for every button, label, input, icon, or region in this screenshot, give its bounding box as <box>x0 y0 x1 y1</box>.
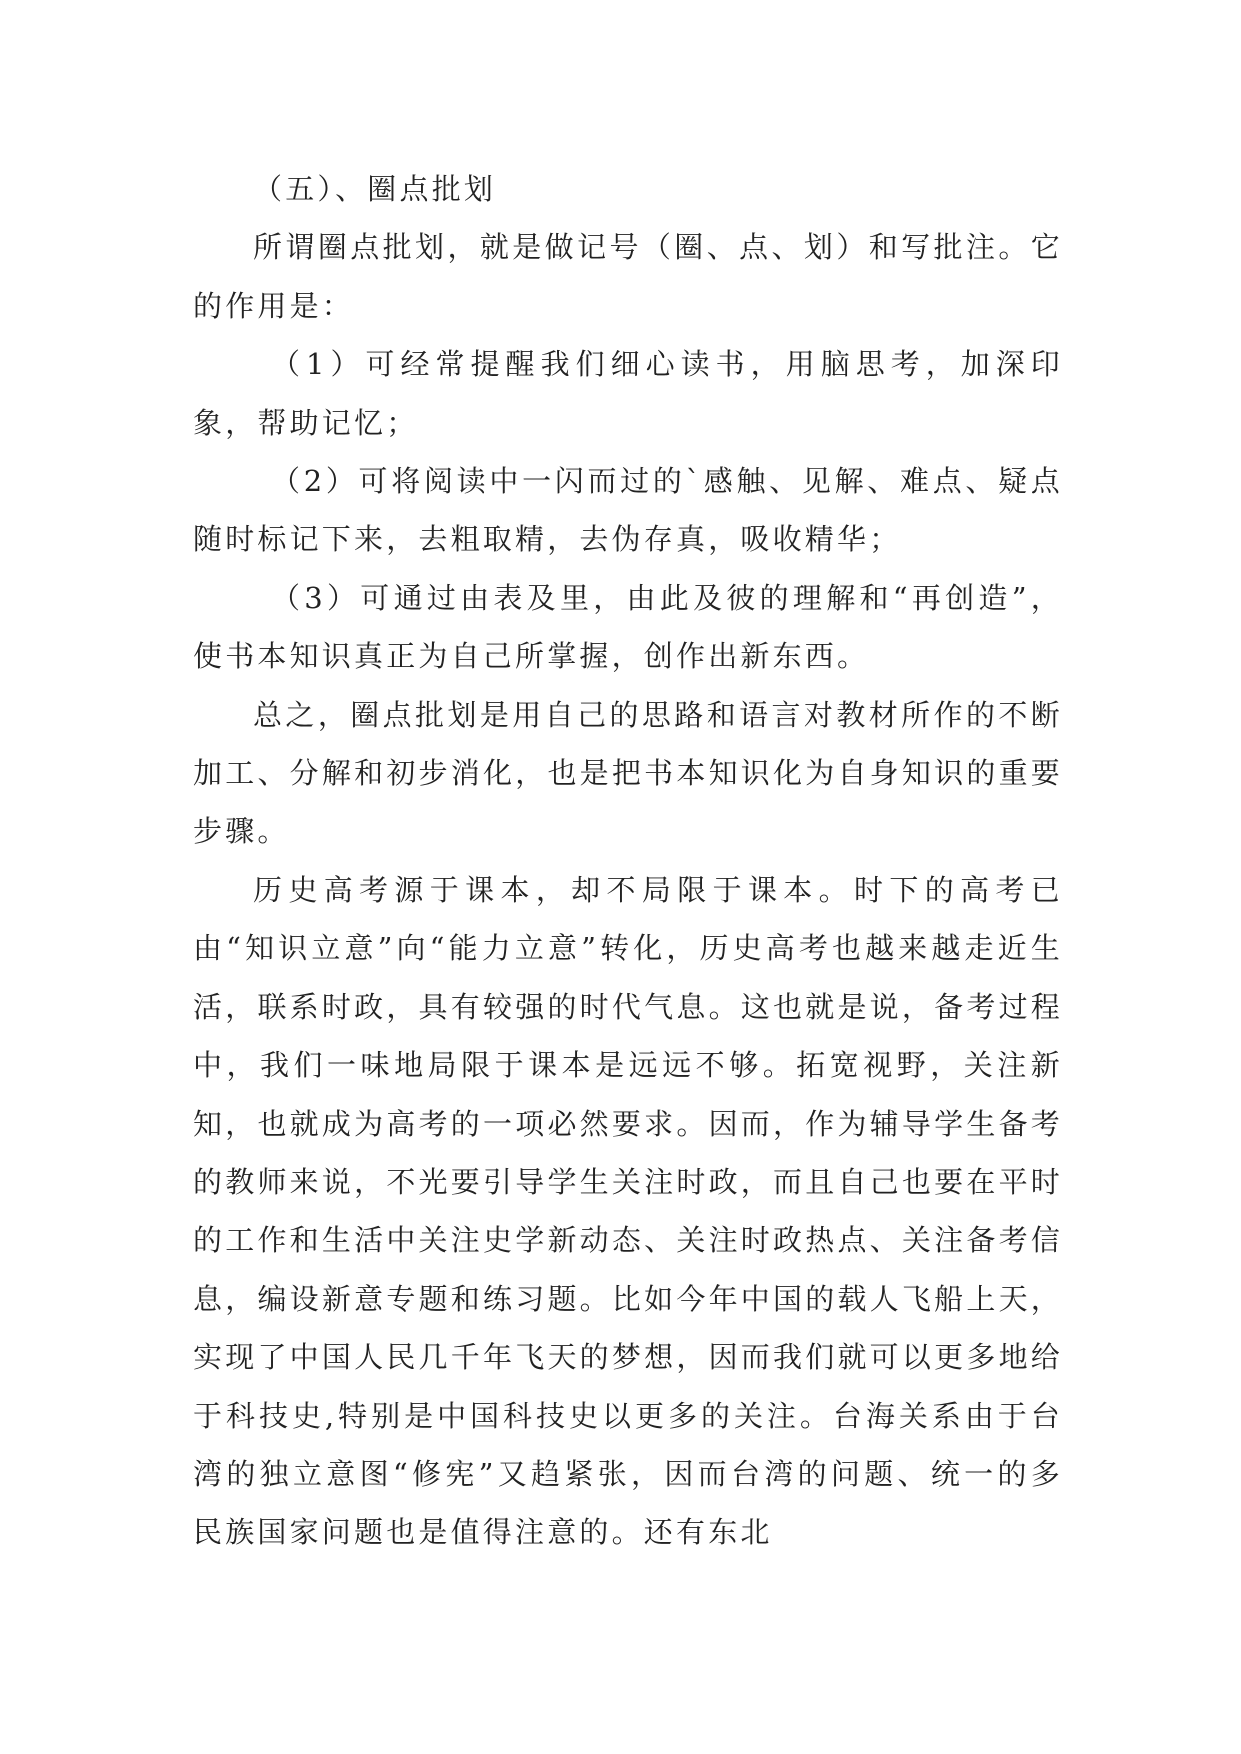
document-body <box>193 160 1063 1562</box>
paragraph-intro: 所谓圈点批划，就是做记号（圈、点、划）和写批注。它的作用是： <box>193 230 1063 323</box>
section-heading: （五）、圈点批划 <box>253 172 497 206</box>
paragraph-exam: 历史高考源于课本，却不局限于课本。时下的高考已由“知识立意”向“能力立意”转化，历史高考也越来越走近生活，联系时政，具有较强的时代气息。这也就是说，备考过程中，我们一味地局限于课本是远远不够。拓宽视野，关注新知，也就成为高考的一项必然要求。因而，作为辅导学生备考的教师来说，不光要引导学生关注时政，而且自己也要在平时的工作和生活中关注史学新动态、关注时政热点、关注备考信息，编设新意专题和练习题。比如今年中国的载人飞船上天，实现了中国人民几千年飞天的梦想，因而我们就可以更多地给于科技史,特别是中国科技史以更多的关注。台海关系由于台湾的独立意图“修宪”又趋紧张，因而台湾的问题、统一的多民族国家问题也是值得注意的。还有东北 <box>193 872 1063 1550</box>
list-item-2: （2）可将阅读中一闪而过的`感触、见解、难点、疑点随时标记下来，去粗取精，去伪存真，吸收精华； <box>193 464 1063 557</box>
list-item-3: （3）可通过由表及里，由此及彼的理解和“再创造”，使书本知识真正为自己所掌握，创作出新东西。 <box>193 580 1063 674</box>
list-item-1: （1）可经常提醒我们细心读书，用脑思考，加深印象，帮助记忆； <box>193 347 1063 440</box>
paragraph-summary: 总之，圈点批划是用自己的思路和语言对教材所作的不断加工、分解和初步消化，也是把书本知识化为自身知识的重要步骤。 <box>193 697 1063 849</box>
